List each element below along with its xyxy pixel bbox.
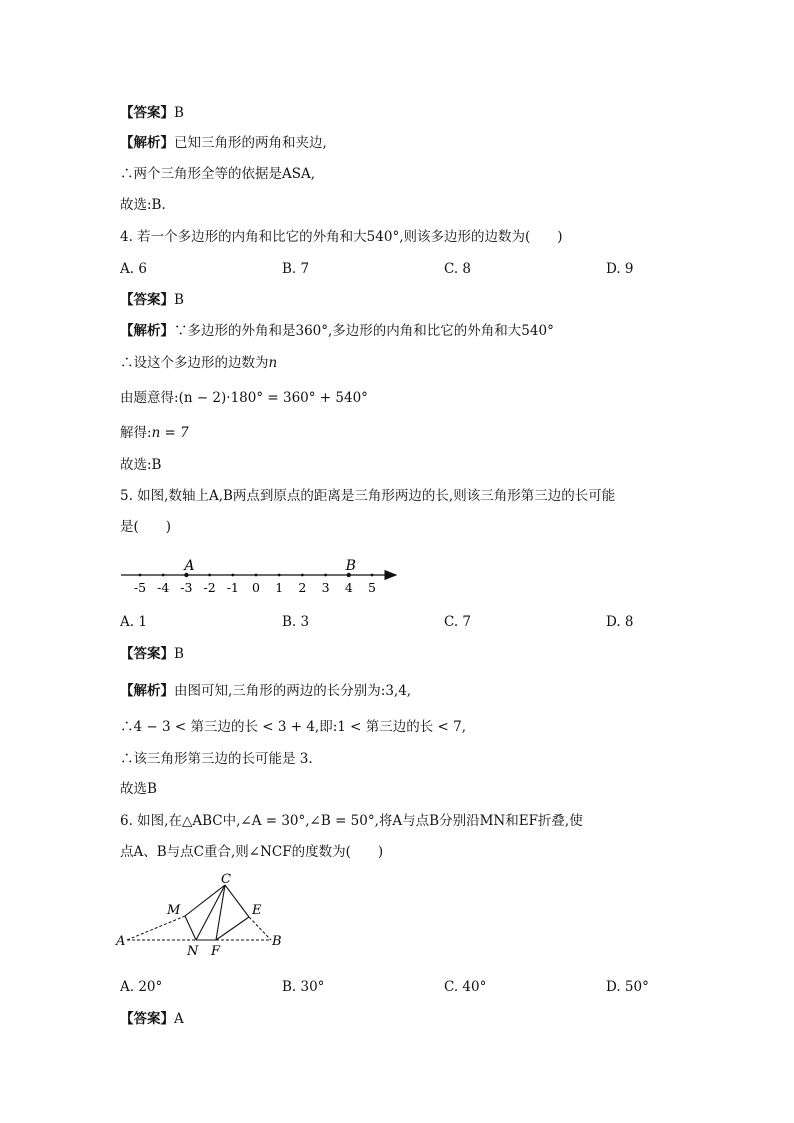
tick-mark bbox=[208, 574, 211, 577]
analysis-text: 由题意得: bbox=[120, 390, 179, 406]
tick-label: 3 bbox=[321, 580, 330, 595]
label-e: E bbox=[252, 903, 262, 918]
question-stem-q5-cont: 是( ) bbox=[120, 519, 172, 535]
tick-label: 0 bbox=[252, 580, 260, 595]
analysis-line-q5 bbox=[120, 682, 411, 700]
answer-line-q6 bbox=[120, 1010, 184, 1028]
answer-label: 【答案】 bbox=[120, 105, 174, 121]
analysis-line2-q5: ∴4 − 3 < 第三边的长 < 3 + 4,即:1 < 第三边的长 < 7, bbox=[120, 719, 467, 735]
tick-mark bbox=[139, 574, 142, 577]
analysis-line3-q5: ∴该三角形第三边的长可能是 3. bbox=[120, 751, 313, 767]
option-a-q4: A. 6 bbox=[120, 261, 147, 277]
option-c-q4: C. 8 bbox=[444, 261, 472, 277]
analysis-text: ∴设这个多边形的边数为 bbox=[120, 355, 269, 371]
question-stem-q4: 4. 若一个多边形的内角和比它的外角和大540°,则该多边形的边数为( ) bbox=[120, 229, 563, 245]
point-b-label: B bbox=[345, 558, 356, 574]
label-f: F bbox=[211, 944, 221, 959]
answer-label: 【答案】 bbox=[120, 646, 174, 662]
option-d-q4: D. 9 bbox=[606, 261, 634, 277]
answer-line-q5 bbox=[120, 645, 184, 663]
question-stem-q6-cont: 点A、B与点C重合,则∠NCF的度数为( ) bbox=[120, 844, 384, 860]
equation: n = 7 bbox=[151, 425, 189, 441]
tick-label: 4 bbox=[344, 580, 353, 595]
answer-value: B bbox=[174, 292, 184, 308]
question-stem-q5: 5. 如图,数轴上A,B两点到原点的距离是三角形两边的长,则该三角形第三边的长可能 bbox=[120, 488, 616, 504]
triangle-fold-figure bbox=[115, 872, 295, 962]
tick-label: 5 bbox=[368, 580, 376, 595]
answer-line-q4 bbox=[120, 291, 184, 309]
analysis-line-q3 bbox=[120, 134, 327, 152]
segment-mc bbox=[185, 885, 225, 916]
tick-mark bbox=[255, 574, 258, 577]
tick-mark bbox=[301, 574, 304, 577]
option-c-q5: C. 7 bbox=[444, 614, 472, 630]
tick-mark bbox=[162, 574, 165, 577]
analysis-text: ∵多边形的外角和是360°,多边形的内角和比它的外角和大540° bbox=[174, 323, 554, 339]
label-n: N bbox=[187, 944, 199, 959]
segment-ce bbox=[225, 885, 249, 917]
tick-label: -3 bbox=[180, 580, 193, 595]
option-b-q4: B. 7 bbox=[282, 261, 310, 277]
option-a-q5: A. 1 bbox=[120, 614, 147, 630]
analysis-line3-q4 bbox=[120, 389, 368, 407]
tick-mark bbox=[324, 574, 327, 577]
conclusion-q4: 故选:B bbox=[120, 457, 162, 473]
analysis-label: 【解析】 bbox=[120, 683, 174, 699]
label-m: M bbox=[167, 903, 181, 918]
equation: (n − 2)·180° = 360° + 540° bbox=[178, 390, 368, 406]
segment-fe bbox=[216, 917, 249, 940]
answer-value: B bbox=[174, 105, 184, 121]
tick-label: -4 bbox=[157, 580, 170, 595]
answer-label: 【答案】 bbox=[120, 1011, 174, 1027]
tick-mark bbox=[231, 574, 234, 577]
tick-mark bbox=[371, 574, 374, 577]
point-a-label: A bbox=[184, 558, 195, 574]
analysis-line4-q4 bbox=[120, 424, 189, 442]
option-b-q5: B. 3 bbox=[282, 614, 310, 630]
tick-mark bbox=[278, 574, 281, 577]
segment-mn bbox=[185, 916, 196, 940]
number-line-figure bbox=[118, 553, 408, 598]
answer-value: B bbox=[174, 646, 184, 662]
tick-label: -2 bbox=[203, 580, 216, 595]
question-stem-q6: 6. 如图,在△ABC中,∠A = 30°,∠B = 50°,将A与点B分别沿MN和EF折叠,使 bbox=[120, 813, 583, 829]
option-a-q6: A. 20° bbox=[120, 979, 163, 995]
conclusion-q3: 故选:B. bbox=[120, 197, 166, 213]
tick-label: 2 bbox=[298, 580, 307, 595]
analysis-text: 由图可知,三角形的两边的长分别为:3,4, bbox=[174, 683, 412, 699]
option-d-q5: D. 8 bbox=[606, 614, 634, 630]
option-d-q6: D. 50° bbox=[606, 979, 649, 995]
conclusion-q5: 故选B bbox=[120, 781, 157, 797]
analysis-line-q4 bbox=[120, 322, 554, 340]
analysis-text: 已知三角形的两角和夹边, bbox=[174, 135, 327, 151]
tick-label: -5 bbox=[133, 580, 147, 595]
analysis-label: 【解析】 bbox=[120, 323, 174, 339]
tick-label: 1 bbox=[275, 580, 284, 595]
analysis-line2-q3: ∴两个三角形全等的依据是ASA, bbox=[120, 166, 316, 182]
dashed-am bbox=[127, 916, 185, 940]
variable-n: n bbox=[268, 355, 278, 371]
tick-label: -1 bbox=[226, 580, 239, 595]
label-b: B bbox=[272, 934, 282, 949]
analysis-text: 解得: bbox=[120, 425, 152, 441]
answer-value: A bbox=[174, 1011, 184, 1027]
label-a: A bbox=[116, 934, 126, 949]
answer-line-q3 bbox=[120, 104, 184, 122]
dashed-eb bbox=[249, 917, 271, 940]
option-b-q6: B. 30° bbox=[282, 979, 325, 995]
label-c: C bbox=[221, 872, 231, 887]
option-c-q6: C. 40° bbox=[444, 979, 487, 995]
analysis-line2-q4 bbox=[120, 354, 277, 372]
answer-label: 【答案】 bbox=[120, 292, 174, 308]
analysis-label: 【解析】 bbox=[120, 135, 174, 151]
